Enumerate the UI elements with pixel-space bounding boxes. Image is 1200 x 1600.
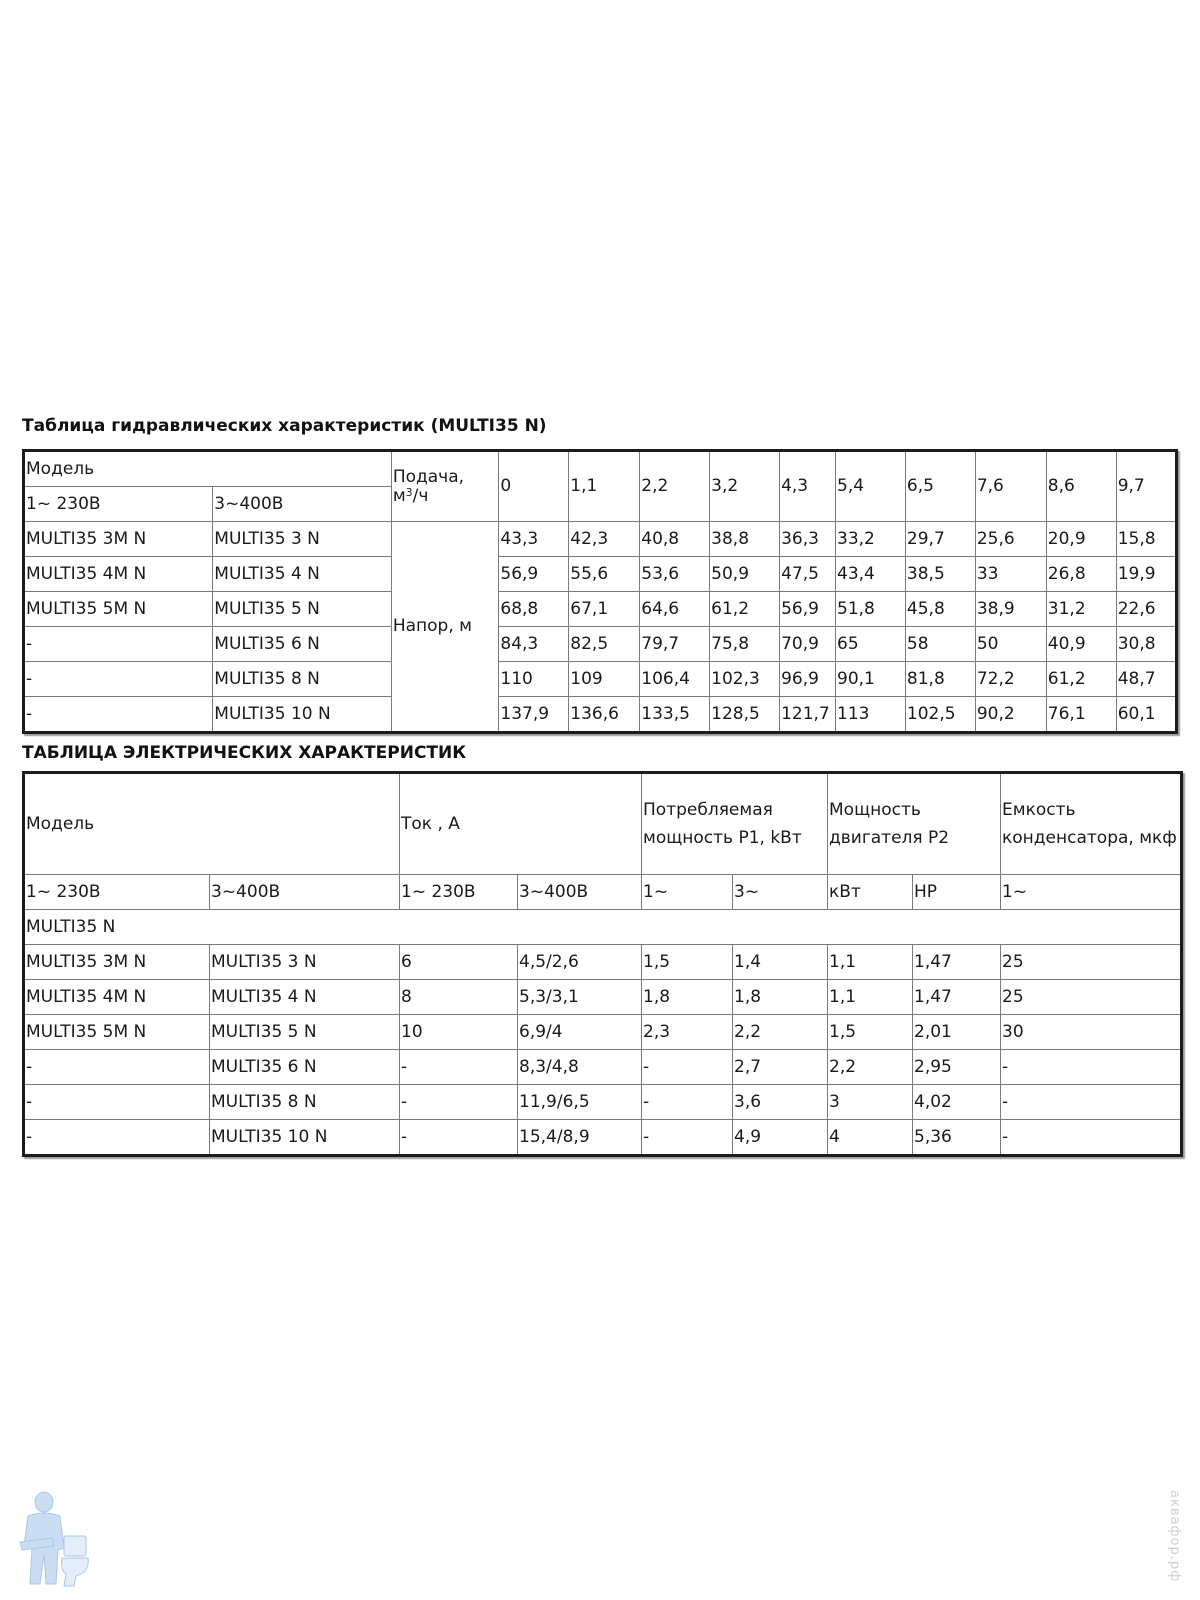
head-value: 26,8 [1046, 557, 1116, 592]
model-1ph: - [24, 627, 213, 662]
cell: 1,5 [828, 1015, 913, 1050]
cell: - [400, 1085, 518, 1120]
model-1ph: MULTI35 5M N [24, 592, 213, 627]
table-row [24, 522, 1177, 557]
cell: 2,7 [733, 1050, 828, 1085]
plumber-with-toilet-icon [4, 1488, 96, 1588]
cell: - [400, 1050, 518, 1085]
cell: 4,02 [913, 1085, 1001, 1120]
cell: 1,5 [642, 945, 733, 980]
cell: 2,2 [828, 1050, 913, 1085]
head-value: 38,8 [710, 522, 780, 557]
subheader: 3~ [733, 875, 828, 910]
model-3ph: MULTI35 4 N [213, 557, 392, 592]
head-value: 61,2 [1046, 662, 1116, 697]
model-3ph: MULTI35 5 N [213, 592, 392, 627]
head-value: 79,7 [640, 627, 710, 662]
head-value: 75,8 [710, 627, 780, 662]
cell: MULTI35 8 N [210, 1085, 400, 1120]
head-value: 50,9 [710, 557, 780, 592]
table-row [24, 945, 1182, 980]
head-value: 20,9 [1046, 522, 1116, 557]
subheader: 1~ [1001, 875, 1182, 910]
head-label: Напор, м [391, 522, 499, 733]
cell: 4,9 [733, 1120, 828, 1156]
cell: 1,47 [913, 945, 1001, 980]
cell: - [1001, 1085, 1182, 1120]
cell: MULTI35 6 N [210, 1050, 400, 1085]
head-value: 84,3 [499, 627, 569, 662]
flow-value: 6,5 [905, 451, 975, 522]
hydraulic-table [22, 449, 1178, 734]
cell: - [24, 1050, 210, 1085]
head-value: 45,8 [905, 592, 975, 627]
cell: - [642, 1120, 733, 1156]
table-row [24, 1120, 1182, 1156]
cell: 10 [400, 1015, 518, 1050]
head-value: 76,1 [1046, 697, 1116, 733]
cell: - [24, 1120, 210, 1156]
model-1ph: - [24, 662, 213, 697]
table-row [24, 557, 1177, 592]
cell: MULTI35 4M N [24, 980, 210, 1015]
head-value: 43,3 [499, 522, 569, 557]
flow-value: 5,4 [836, 451, 906, 522]
cell: 15,4/8,9 [518, 1120, 642, 1156]
flow-value: 7,6 [975, 451, 1046, 522]
table-row [24, 627, 1177, 662]
cell: MULTI35 10 N [210, 1120, 400, 1156]
cell: - [400, 1120, 518, 1156]
head-value: 31,2 [1046, 592, 1116, 627]
subheader: 1~ 230В [24, 875, 210, 910]
electrical-table [22, 771, 1183, 1157]
cell: 3,6 [733, 1085, 828, 1120]
subheader: 3~400В [518, 875, 642, 910]
head-value: 113 [836, 697, 906, 733]
head-value: 33 [975, 557, 1046, 592]
cell: 6 [400, 945, 518, 980]
cell: 2,01 [913, 1015, 1001, 1050]
cell: 2,95 [913, 1050, 1001, 1085]
head-value: 67,1 [569, 592, 640, 627]
head-value: 56,9 [499, 557, 569, 592]
head-value: 51,8 [836, 592, 906, 627]
cell: MULTI35 3 N [210, 945, 400, 980]
head-value: 50 [975, 627, 1046, 662]
head-value: 56,9 [780, 592, 836, 627]
head-value: 121,7 [780, 697, 836, 733]
head-value: 42,3 [569, 522, 640, 557]
subheader: кВт [828, 875, 913, 910]
table-row [24, 1015, 1182, 1050]
head-value: 40,8 [640, 522, 710, 557]
model-header: Модель [24, 773, 400, 875]
model-3ph: MULTI35 10 N [213, 697, 392, 733]
head-value: 48,7 [1116, 662, 1176, 697]
head-value: 102,5 [905, 697, 975, 733]
cell: 1,4 [733, 945, 828, 980]
table-row [24, 980, 1182, 1015]
cell: - [642, 1050, 733, 1085]
head-value: 110 [499, 662, 569, 697]
cell: 4,5/2,6 [518, 945, 642, 980]
cell: - [1001, 1050, 1182, 1085]
head-value: 29,7 [905, 522, 975, 557]
group-label: MULTI35 N [24, 910, 1182, 945]
cell: MULTI35 5 N [210, 1015, 400, 1050]
head-value: 128,5 [710, 697, 780, 733]
flow-label: Подача, [392, 466, 465, 487]
flow-value: 1,1 [569, 451, 640, 522]
flow-value: 2,2 [640, 451, 710, 522]
head-value: 65 [836, 627, 906, 662]
head-value: 36,3 [780, 522, 836, 557]
head-value: 19,9 [1116, 557, 1176, 592]
head-value: 55,6 [569, 557, 640, 592]
head-value: 38,9 [975, 592, 1046, 627]
cell: 30 [1001, 1015, 1182, 1050]
cell: - [24, 1085, 210, 1120]
capacitor-header: Емкость конденсатора, мкф [1001, 773, 1182, 875]
cell: 1,1 [828, 980, 913, 1015]
cell: 3 [828, 1085, 913, 1120]
table-row [24, 1050, 1182, 1085]
col-3ph-header: 3~400В [213, 487, 392, 522]
head-value: 25,6 [975, 522, 1046, 557]
cell: 2,3 [642, 1015, 733, 1050]
cell: 1,47 [913, 980, 1001, 1015]
cell: 2,2 [733, 1015, 828, 1050]
subheader: 3~400В [210, 875, 400, 910]
p1-header: Потребляемая мощность Р1, kВт [642, 773, 828, 875]
head-value: 38,5 [905, 557, 975, 592]
subheader: 1~ 230В [400, 875, 518, 910]
cell: 1,8 [733, 980, 828, 1015]
p2-header: Мощность двигателя Р2 [828, 773, 1001, 875]
flow-unit: $м^3/ч$ [392, 485, 429, 506]
model-3ph: MULTI35 6 N [213, 627, 392, 662]
head-value: 60,1 [1116, 697, 1176, 733]
head-value: 47,5 [780, 557, 836, 592]
cell: 11,9/6,5 [518, 1085, 642, 1120]
head-value: 58 [905, 627, 975, 662]
subheader: 1~ [642, 875, 733, 910]
head-value: 137,9 [499, 697, 569, 733]
flow-value: 8,6 [1046, 451, 1116, 522]
head-value: 22,6 [1116, 592, 1176, 627]
model-1ph: MULTI35 4M N [24, 557, 213, 592]
table-row [24, 1085, 1182, 1120]
cell: 8 [400, 980, 518, 1015]
model-header: Модель [24, 451, 392, 487]
head-value: 96,9 [780, 662, 836, 697]
cell: MULTI35 4 N [210, 980, 400, 1015]
site-watermark: аквафор.рф [1167, 1490, 1182, 1583]
flow-value: 9,7 [1116, 451, 1176, 522]
head-value: 81,8 [905, 662, 975, 697]
table-row [24, 592, 1177, 627]
cell: 8,3/4,8 [518, 1050, 642, 1085]
cell: MULTI35 3M N [24, 945, 210, 980]
current-header: Ток , А [400, 773, 642, 875]
cell: - [1001, 1120, 1182, 1156]
head-value: 15,8 [1116, 522, 1176, 557]
subheader: HP [913, 875, 1001, 910]
cell: 1,1 [828, 945, 913, 980]
head-value: 72,2 [975, 662, 1046, 697]
flow-value: 4,3 [780, 451, 836, 522]
cell: 25 [1001, 980, 1182, 1015]
head-value: 68,8 [499, 592, 569, 627]
model-3ph: MULTI35 3 N [213, 522, 392, 557]
cell: 5,36 [913, 1120, 1001, 1156]
cell: MULTI35 5M N [24, 1015, 210, 1050]
cell: 6,9/4 [518, 1015, 642, 1050]
cell: 1,8 [642, 980, 733, 1015]
cell: 25 [1001, 945, 1182, 980]
electrical-table-title: ТАБЛИЦА ЭЛЕКТРИЧЕСКИХ ХАРАКТЕРИСТИК [22, 743, 467, 763]
model-3ph: MULTI35 8 N [213, 662, 392, 697]
head-value: 64,6 [640, 592, 710, 627]
model-1ph: MULTI35 3M N [24, 522, 213, 557]
head-value: 61,2 [710, 592, 780, 627]
flow-value: 0 [499, 451, 569, 522]
head-value: 133,5 [640, 697, 710, 733]
cell: 4 [828, 1120, 913, 1156]
cell: 5,3/3,1 [518, 980, 642, 1015]
head-value: 136,6 [569, 697, 640, 733]
table-row [24, 662, 1177, 697]
hydraulic-table-title: Таблица гидравлических характеристик (MULTI35 N) [22, 416, 547, 436]
head-value: 33,2 [836, 522, 906, 557]
head-value: 90,2 [975, 697, 1046, 733]
head-value: 82,5 [569, 627, 640, 662]
head-value: 43,4 [836, 557, 906, 592]
head-value: 109 [569, 662, 640, 697]
flow-value: 3,2 [710, 451, 780, 522]
table-row [24, 697, 1177, 733]
head-value: 40,9 [1046, 627, 1116, 662]
head-value: 53,6 [640, 557, 710, 592]
model-1ph: - [24, 697, 213, 733]
head-value: 106,4 [640, 662, 710, 697]
col-1ph-header: 1~ 230В [24, 487, 213, 522]
head-value: 90,1 [836, 662, 906, 697]
head-value: 30,8 [1116, 627, 1176, 662]
cell: - [642, 1085, 733, 1120]
head-value: 102,3 [710, 662, 780, 697]
head-value: 70,9 [780, 627, 836, 662]
flow-header [391, 451, 499, 522]
